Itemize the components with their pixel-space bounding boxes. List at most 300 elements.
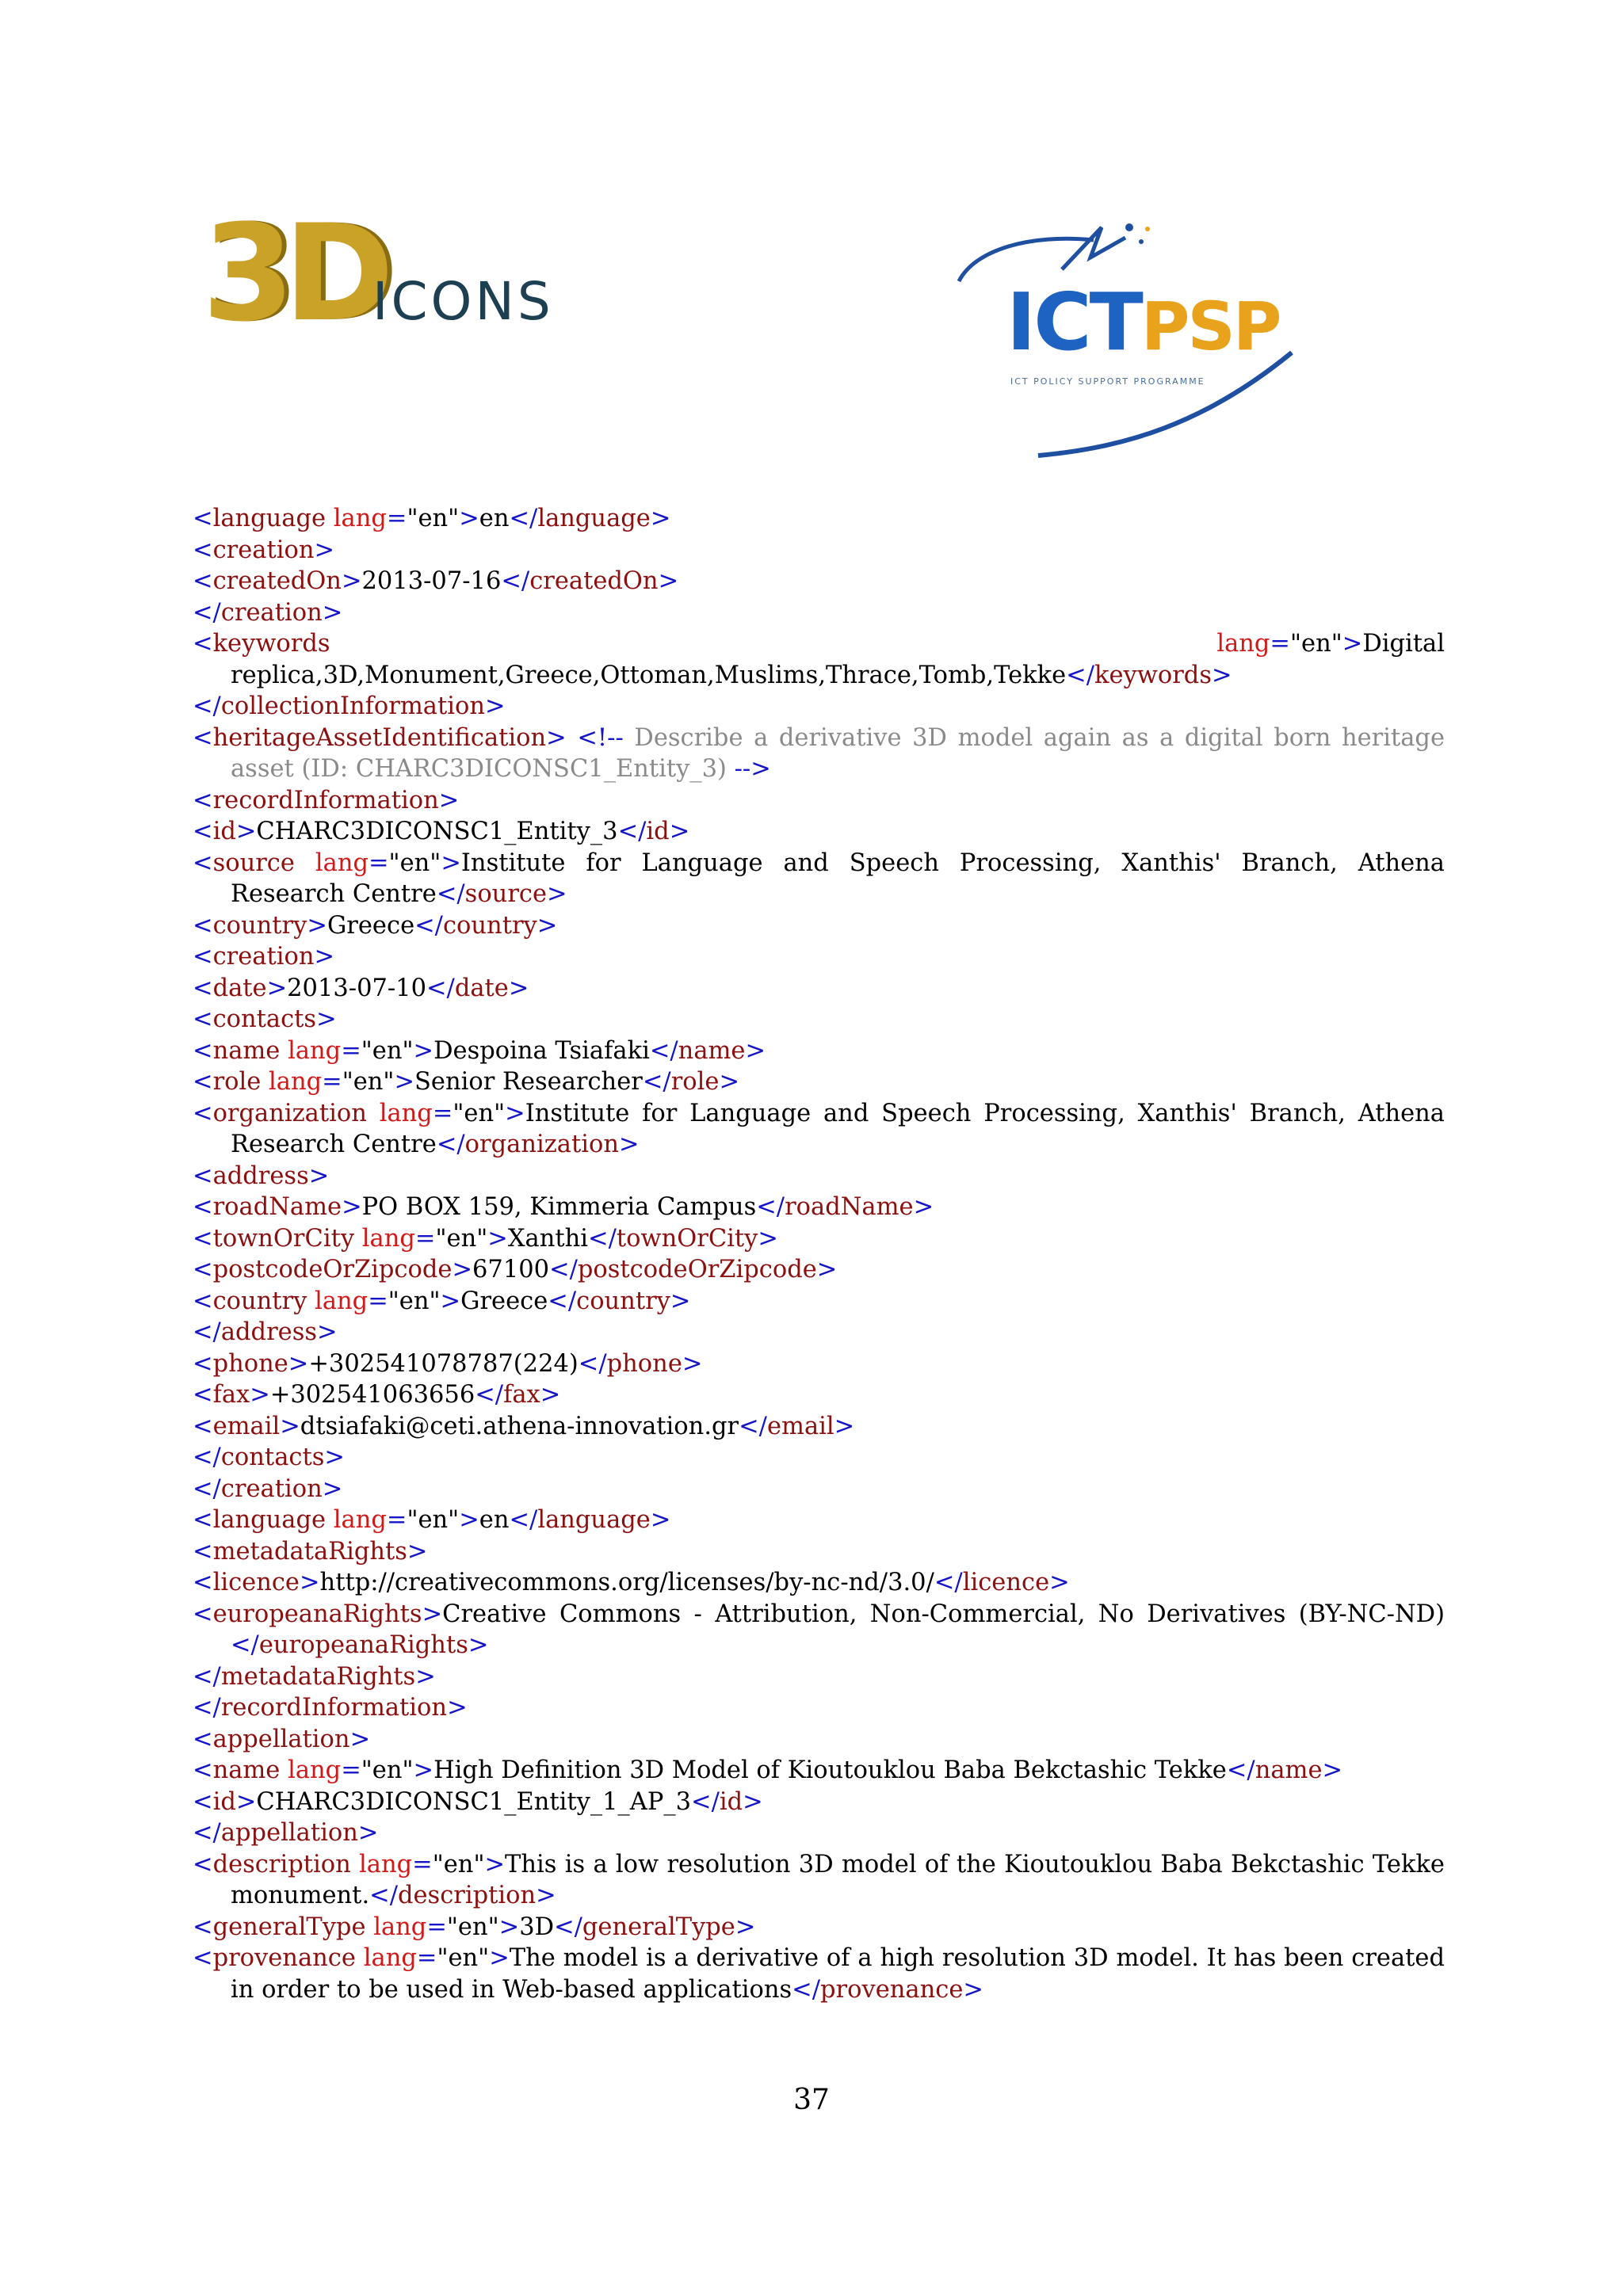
code-token: recordInformation [220,1694,448,1722]
code-token: organization [464,1131,619,1158]
code-token: address [220,1318,318,1346]
code-token: lang [350,1850,413,1878]
code-token: </ [436,880,465,908]
code-token: < [193,818,213,845]
code-token: fax [503,1381,540,1409]
code-line [193,1192,1445,1223]
code-token: postcodeOrZipcode [212,1256,453,1283]
ictpsp-tagline: ICT POLICY SUPPORT PROGRAMME [1010,376,1205,387]
code-line [193,848,1445,910]
code-token: 2013-07-16 [361,567,502,595]
code-token: postcodeOrZipcode [577,1256,817,1283]
code-line [193,1912,1445,1943]
code-token: = [322,1068,342,1096]
code-token: Xanthi [507,1224,589,1253]
code-token: </ [426,974,455,1002]
code-token: > [235,1787,257,1816]
code-token: id [212,818,236,845]
code-token: Creative Commons - Attribution, Non-Commercial, No Derivatives (BY-NC-ND) [442,1600,1445,1628]
code-line [193,1505,1445,1536]
code-token: > [1322,1756,1343,1784]
code-token: </ [588,1224,617,1253]
code-token: > [299,1569,320,1596]
code-token: PO BOX 159, Kimmeria Campus [361,1193,757,1221]
code-token: </ [369,1882,398,1909]
code-token: </ [193,1819,221,1847]
code-token: lang [326,505,387,532]
code-token: > [394,1068,415,1096]
code-token: </ [1226,1756,1255,1784]
code-line [193,1379,1445,1411]
code-token: role [212,1068,262,1096]
code-token: creation [212,536,315,564]
code-token: </ [792,1975,821,2004]
code-token: generalType [582,1913,735,1941]
code-token [330,630,1217,658]
code-token: description [397,1882,537,1909]
code-token: Institute for Language and Speech Processing, Xanthis' Branch, Athena Research Centre [231,1099,1445,1158]
code-token: </ [691,1787,720,1816]
code-token: createdOn [212,567,342,595]
code-token: Digital [1362,630,1445,658]
code-token: </ [548,1287,577,1315]
code-token: contacts [212,1005,317,1033]
code-token: < [193,1537,213,1566]
code-token: "en" [446,1913,499,1941]
code-token: </ [756,1193,785,1221]
code-token: > [1342,630,1363,658]
code-token: "en" [361,1036,414,1065]
code-token: recordInformation [212,786,439,814]
code-token: country [576,1287,670,1315]
code-token: < [193,1224,213,1253]
code-token: < [193,630,213,658]
code-token: </ [934,1569,963,1596]
code-token: "en" [1289,630,1342,658]
code-line [193,1004,1445,1035]
code-token: > [669,818,690,845]
code-token: </ [509,505,538,532]
code-token: +302541063656 [269,1381,475,1409]
code-token: = [414,1224,436,1253]
code-token: lang [326,1506,387,1534]
code-token: </ [501,567,530,595]
code-token: > [322,1474,343,1503]
code-token: = [416,1944,437,1972]
code-token: > [308,1161,330,1190]
code-token: = [386,1506,407,1534]
code-token: </ [1066,661,1094,689]
code-line [193,1317,1445,1348]
code-token: <!-- [577,723,624,752]
code-token: creation [220,598,323,627]
code-token: </ [475,1381,504,1409]
code-line [193,1599,1445,1661]
code-token: source [464,880,548,908]
code-token: < [193,974,213,1002]
code-token: < [193,1913,213,1941]
code-line [193,1442,1445,1474]
code-token: = [368,849,389,877]
code-token: = [368,1287,388,1315]
code-token: keywords [212,630,330,658]
code-token: > [758,1224,778,1253]
code-token: language [212,505,327,532]
code-token: </ [549,1256,578,1283]
logo-digits: 3D [202,196,384,351]
code-token: > [441,849,461,877]
code-token: dtsiafaki@ceti.athena-innovation.gr [300,1412,739,1440]
code-token: generalType [212,1913,366,1941]
code-token: < [193,567,213,595]
code-token: name [212,1036,281,1065]
code-token: phone [606,1349,682,1378]
code-token: heritageAssetIdentification [212,723,547,752]
code-token: Describe a derivative 3D model again as a digital born heritage asset (ID: CHARC3DICONSC1_Entity_3) [231,723,1445,783]
code-token: > [498,1913,520,1941]
code-token: country [212,911,307,940]
code-line [193,1724,1445,1756]
code-token: lang [365,1913,427,1941]
code-token: > [314,943,335,971]
code-token: Despoina Tsiafaki [433,1036,650,1065]
code-token: Senior Researcher [414,1068,643,1096]
code-token: > [536,1882,556,1909]
code-token: > [307,911,327,940]
code-token: Institute for Language and Speech Processing, Xanthis' Branch, Athena Research Centre [231,849,1445,908]
code-token: roadName [785,1193,914,1221]
code-token: lang [307,1287,369,1315]
code-token: < [193,1161,213,1190]
code-token: collectionInformation [220,692,485,720]
code-token: id [212,1787,236,1816]
code-token: > [743,1787,763,1816]
code-token: < [193,1349,213,1378]
code-token: > [485,692,506,720]
code-token: townOrCity [616,1224,758,1253]
code-token: id [719,1787,743,1816]
code-token: > [745,1036,766,1065]
code-token: "en" [388,849,441,877]
code-token: > [415,1662,436,1691]
code-token: </ [193,1694,221,1722]
code-token: > [438,786,460,814]
code-token: > [413,1036,434,1065]
code-token [295,849,315,877]
code-token: </ [739,1412,767,1440]
code-token: provenance [820,1975,964,2004]
code-token: > [546,723,567,752]
code-token: townOrCity [212,1224,355,1253]
code-token: > [235,818,257,845]
code-token: < [193,1193,213,1221]
code-token: < [193,1287,213,1315]
code-line [193,1035,1445,1067]
code-line [193,723,1445,785]
code-token: < [193,1068,213,1096]
code-token: "en" [407,1506,460,1534]
code-token: keywords [1094,661,1212,689]
code-token: country [442,911,537,940]
code-token: europeanaRights [258,1631,468,1659]
code-token: createdOn [529,567,659,595]
code-token: licence [962,1569,1050,1596]
code-token: Greece [460,1287,548,1315]
psp-text: PSP [1140,288,1280,365]
code-token: lang [354,1224,415,1253]
code-token: < [193,1256,213,1283]
code-line [193,1943,1445,2005]
code-token: > [459,1506,479,1534]
code-token: language [537,1506,651,1534]
code-token: = [341,1036,361,1065]
code-line [193,535,1445,566]
code-token: > [547,880,567,908]
code-token: name [1254,1756,1323,1784]
code-token: name [678,1036,746,1065]
code-token: < [193,1600,213,1628]
code-line [193,1254,1445,1286]
code-token: > [650,1506,671,1534]
code-token: provenance [212,1944,356,1972]
code-line [193,1223,1445,1255]
code-line [193,816,1445,848]
code-line [193,941,1445,973]
code-token: creation [220,1474,323,1503]
code-token: appellation [212,1725,350,1753]
code-token: > [816,1256,838,1283]
code-line [193,1474,1445,1505]
code-token: email [766,1412,834,1440]
code-token: > [314,536,335,564]
code-token: < [193,1005,213,1033]
code-token: </ [193,1444,221,1471]
code-line [193,1411,1445,1443]
code-token: High Definition 3D Model of Kioutouklou Baba Bekctashic Tekke [433,1756,1227,1784]
code-token: > [505,1099,525,1127]
code-token: > [324,1444,345,1471]
code-token: < [193,1099,213,1127]
code-token: lang [355,1944,417,1972]
code-line [193,1286,1445,1318]
code-line [193,1098,1445,1161]
code-token: > [357,1819,379,1847]
code-token: lang [280,1036,342,1065]
code-token: The model is a derivative of a high resolution 3D model. It has been created in order to be used in Web-based applications [231,1944,1445,2004]
code-token: name [212,1756,281,1784]
code-token: country [212,1287,307,1315]
ict-wordmark [1006,276,1280,368]
code-token: email [212,1412,281,1440]
code-token: < [193,911,213,940]
code-token: = [386,505,407,532]
code-token: > [1211,661,1232,689]
code-token: replica,3D,Monument,Greece,Ottoman,Muslims,Thrace,Tomb,Tekke [231,661,1067,689]
code-token: 2013-07-10 [287,974,426,1002]
code-token: </ [193,1662,221,1691]
code-token: > [489,1944,510,1972]
code-token: metadataRights [212,1537,407,1566]
code-token: = [1270,630,1290,658]
code-token: < [193,536,213,564]
code-line [193,628,1445,660]
code-token: > [407,1537,428,1566]
code-token: > [963,1975,983,2004]
code-token: > [1049,1569,1070,1596]
code-token: description [212,1850,351,1878]
code-token: roadName [212,1193,342,1221]
code-token: This is a low resolution 3D model of the Kioutouklou Baba Bekctashic Tekke monument. [231,1850,1445,1909]
code-token: id [646,818,670,845]
code-token: > [280,1412,300,1440]
code-token: --> [734,755,771,783]
code-line [193,1787,1445,1818]
code-token: fax [212,1381,250,1409]
code-token: creation [212,943,315,971]
code-token: CHARC3DICONSC1_Entity_3 [256,818,618,845]
xml-listing [193,503,1445,2005]
code-line [193,1849,1445,1912]
code-token: appellation [220,1819,358,1847]
page-number: 37 [793,2084,830,2116]
code-line [193,1755,1445,1787]
code-token: source [212,849,295,877]
code-token: > [670,1287,691,1315]
logo-word: ICONS [372,271,554,332]
code-token: "en" [432,1850,485,1878]
code-token: </ [617,818,647,845]
code-token: = [426,1913,447,1941]
code-token: < [193,1506,213,1534]
code-token: > [682,1349,703,1378]
code-token: lang [1216,630,1270,658]
code-token: < [193,943,213,971]
code-token: < [193,1036,213,1065]
code-token: < [193,723,213,752]
code-token: < [193,1412,213,1440]
code-token: > [468,1631,489,1659]
code-token: = [432,1099,453,1127]
code-token: </ [193,1474,221,1503]
code-token: 3D [519,1913,555,1941]
ict-text: ICT [1006,276,1141,368]
code-token: </ [436,1131,465,1158]
code-token: "en" [435,1224,488,1253]
code-token: > [440,1287,461,1315]
code-line [193,1661,1445,1693]
code-token: > [266,974,288,1002]
code-token: </ [554,1913,582,1941]
code-token [567,724,578,752]
code-line [193,910,1445,942]
code-token: > [619,1131,640,1158]
code-token: > [537,911,558,940]
code-token: < [193,1944,213,1972]
code-token: lang [315,849,369,877]
code-line [193,1692,1445,1724]
3d-mark [202,196,384,351]
code-token: = [412,1850,433,1878]
code-line [193,660,1445,692]
code-token: > [349,1725,371,1753]
code-token: < [193,849,213,877]
code-token: "en" [342,1068,395,1096]
code-token: = [341,1756,361,1784]
code-token: language [212,1506,327,1534]
code-token: > [322,598,343,627]
code-token: </ [414,911,443,940]
code-token: > [341,567,362,595]
code-token: Greece [327,911,415,940]
code-token: lang [261,1068,323,1096]
code-token: > [288,1349,309,1378]
code-token: lang [366,1099,433,1127]
code-line [193,1567,1445,1599]
code-line [193,566,1445,597]
code-token: > [487,1224,508,1253]
ictpsp-logo [943,210,1300,463]
code-token: language [537,505,651,532]
code-line [193,597,1445,629]
code-line [193,1066,1445,1098]
code-token: > [413,1756,434,1784]
code-token: < [193,1569,213,1596]
code-token: lang [280,1756,342,1784]
code-token: < [193,505,213,532]
code-line [193,1536,1445,1568]
code-token: < [193,1850,213,1878]
code-token: > [658,567,679,595]
code-token: </ [509,1506,538,1534]
code-token: > [508,974,529,1002]
code-line [193,1161,1445,1192]
code-line [193,785,1445,817]
code-token: > [650,505,671,532]
code-token: CHARC3DICONSC1_Entity_1_AP_3 [256,1787,692,1816]
code-token: "en" [407,505,460,532]
code-token: en [479,1506,510,1534]
code-token: > [459,505,479,532]
code-token: < [193,786,213,814]
code-line [193,1348,1445,1380]
code-token: > [452,1256,473,1283]
code-token: < [193,1725,213,1753]
code-token: > [484,1850,506,1878]
code-token: > [447,1694,468,1722]
code-token: europeanaRights [212,1600,422,1628]
code-token: date [212,974,267,1002]
code-token: </ [578,1349,607,1378]
code-line [193,973,1445,1005]
code-token: > [250,1381,270,1409]
code-token: "en" [437,1944,490,1972]
code-token: > [540,1381,561,1409]
code-token: </ [193,692,221,720]
code-token: > [735,1913,756,1941]
code-line [193,691,1445,723]
code-token: < [193,1787,213,1816]
code-token: licence [212,1569,300,1596]
code-token: > [316,1005,337,1033]
code-line [193,503,1445,535]
code-token: </ [193,1318,221,1346]
code-token: role [670,1068,720,1096]
code-token: < [193,1756,213,1784]
code-token: contacts [220,1444,325,1471]
code-token: </ [231,1631,259,1659]
code-token: "en" [453,1099,506,1127]
code-token: metadataRights [220,1662,416,1691]
